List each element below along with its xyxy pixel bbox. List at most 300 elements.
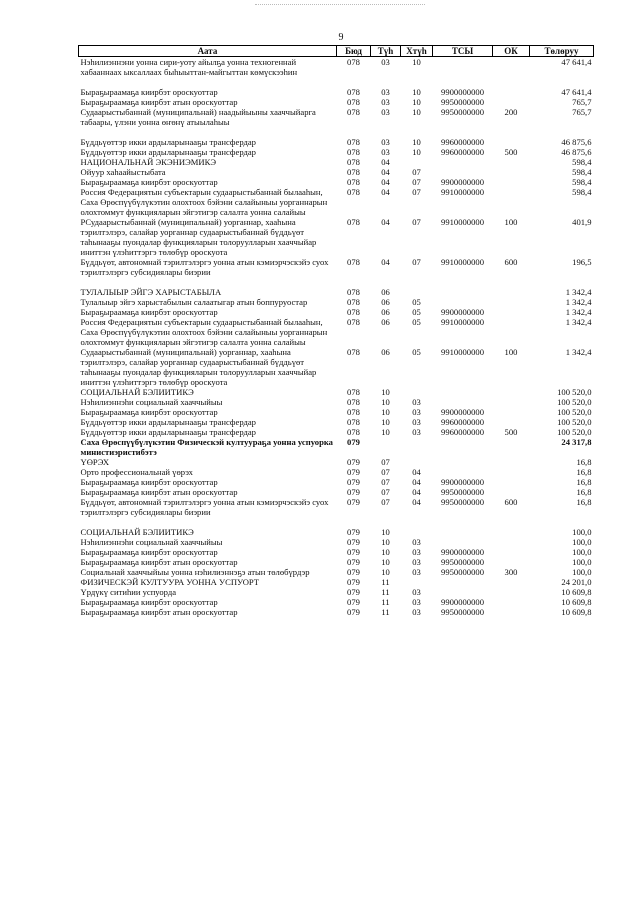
cell-subsection: 03 (412, 407, 421, 417)
cell-expense-type: 600 (504, 257, 518, 267)
cell-expense-type (493, 317, 530, 347)
cell-expense-type (493, 157, 530, 167)
cell-subsection: 04 (412, 487, 421, 497)
table-row (79, 467, 594, 477)
table-row (79, 297, 594, 307)
cell-section: 04 (381, 187, 390, 197)
cell-expense-type (493, 537, 530, 547)
cell-section: 10 (381, 547, 390, 557)
cell-target: 9960000000 (441, 137, 484, 147)
cell-budget: 078 (347, 417, 360, 427)
cell-subsection: 07 (412, 217, 421, 227)
cell-budget: 078 (347, 137, 360, 147)
page-number: 9 (338, 32, 344, 43)
cell-subsection: 04 (412, 497, 421, 507)
cell-expense-type (493, 97, 530, 107)
cell-subsection: 07 (412, 257, 421, 267)
cell-budget: 079 (347, 607, 360, 617)
table-row (79, 417, 594, 427)
cell-target: 9910000000 (441, 217, 484, 227)
cell-name: Быраҕыраамаҕа киирбэт атын ороскуоттар (80, 557, 238, 567)
cell-subsection (401, 287, 433, 297)
cell-section: 10 (381, 397, 390, 407)
cell-subsection (401, 437, 433, 457)
header-budget: Бюд (337, 46, 371, 57)
cell-section: 03 (381, 137, 390, 147)
cell-expense-type (493, 177, 530, 187)
cell-expense-type (493, 307, 530, 317)
cell-expense-type (493, 417, 530, 427)
cell-section: 07 (381, 477, 390, 487)
cell-section: 07 (381, 497, 390, 507)
cell-budget: 078 (347, 317, 360, 327)
table-row (79, 317, 594, 347)
cell-target (433, 287, 493, 297)
cell-subsection: 03 (412, 417, 421, 427)
cell-expense-type (493, 527, 530, 537)
cell-expense-type (493, 457, 530, 467)
cell-expense-type (493, 557, 530, 567)
cell-amount: 100 520,0 (557, 397, 592, 407)
cell-subsection: 03 (412, 557, 421, 567)
cell-section: 04 (381, 167, 390, 177)
cell-amount: 100,0 (572, 557, 592, 567)
cell-target: 9900000000 (441, 87, 484, 97)
cell-section: 11 (381, 577, 390, 587)
cell-expense-type (493, 407, 530, 417)
table-row (79, 87, 594, 97)
cell-amount: 1 342,4 (565, 307, 592, 317)
cell-subsection: 10 (412, 97, 421, 107)
cell-name: Бүддьүөттэр икки ардыларынааҕы трансфердар (80, 147, 256, 157)
cell-expense-type (493, 437, 530, 457)
cell-section: 04 (381, 157, 390, 167)
cell-subsection (401, 527, 433, 537)
table-body (79, 57, 594, 618)
cell-amount: 100,0 (572, 567, 592, 577)
cell-target (433, 297, 493, 307)
cell-amount: 24 317,8 (561, 437, 592, 447)
cell-name: Быраҕыраамаҕа киирбэт атын ороскуоттар (80, 97, 238, 107)
cell-budget: 079 (347, 457, 360, 467)
cell-name: Социальнай хааччыйыы уонна нэһилиэннэҕэ атын төлөбүрдэр (80, 567, 310, 577)
table-row (79, 217, 594, 257)
cell-target: 9950000000 (441, 497, 484, 507)
cell-section: 10 (381, 557, 390, 567)
cell-expense-type: 500 (504, 147, 518, 157)
cell-section: 10 (381, 537, 390, 547)
cell-expense-type (493, 467, 530, 477)
cell-amount: 598,4 (572, 187, 592, 197)
cell-name: Ойуур хаһаайыстыбата (80, 167, 166, 177)
cell-subsection: 10 (412, 107, 421, 117)
cell-name: Быраҕыраамаҕа киирбэт атын ороскуоттар (80, 487, 238, 497)
cell-target (433, 537, 493, 547)
cell-name: ТУЛАЛЫЫР ЭЙГЭ ХАРЫСТАБЫЛА (80, 287, 222, 297)
cell-section: 04 (381, 217, 390, 227)
cell-amount: 16,8 (576, 487, 592, 497)
cell-budget: 079 (347, 467, 360, 477)
table-row (79, 387, 594, 397)
cell-subsection: 03 (412, 567, 421, 577)
cell-section: 10 (381, 427, 390, 437)
cell-budget: 078 (347, 87, 360, 97)
cell-section: 10 (381, 417, 390, 427)
cell-amount: 47 641,4 (561, 87, 592, 97)
cell-amount: 1 342,4 (565, 297, 592, 307)
cell-budget: 079 (347, 477, 360, 487)
cell-subsection: 03 (412, 397, 421, 407)
cell-section: 03 (381, 97, 390, 107)
cell-name: Бүддьүөттэр икки ардыларынааҕы трансфердар (80, 137, 256, 147)
cell-amount: 100,0 (572, 527, 592, 537)
table-row (79, 177, 594, 187)
cell-name: Орто профессиональнай үөрэх (80, 467, 193, 477)
cell-name: Быраҕыраамаҕа киирбэт ороскуоттар (80, 477, 218, 487)
cell-section: 07 (381, 467, 390, 477)
cell-budget: 078 (347, 187, 360, 197)
cell-budget: 078 (347, 57, 360, 67)
table-row (79, 287, 594, 297)
table-row (79, 497, 594, 527)
cell-target: 9950000000 (441, 567, 484, 577)
cell-expense-type (493, 607, 530, 617)
cell-amount: 100 520,0 (557, 407, 592, 417)
cell-target: 9950000000 (441, 557, 484, 567)
cell-budget: 079 (347, 547, 360, 557)
cell-section: 03 (381, 147, 390, 157)
table-row (79, 577, 594, 587)
cell-section: 06 (381, 287, 390, 297)
cell-subsection: 07 (412, 177, 421, 187)
cell-subsection: 07 (412, 167, 421, 177)
cell-budget: 078 (347, 347, 360, 357)
cell-expense-type: 200 (504, 107, 518, 117)
cell-amount: 598,4 (572, 157, 592, 167)
cell-expense-type (493, 137, 530, 147)
cell-name: Нэһилиэннэһи социальнай хааччыйыы (80, 397, 223, 407)
cell-name: Быраҕыраамаҕа киирбэт ороскуоттар (80, 407, 218, 417)
cell-budget: 078 (347, 177, 360, 187)
cell-amount: 16,8 (576, 467, 592, 477)
cell-budget: 079 (347, 437, 360, 447)
header-section: Түһ (371, 46, 401, 57)
cell-subsection: 10 (412, 87, 421, 97)
cell-section: 06 (381, 307, 390, 317)
cell-expense-type (493, 577, 530, 587)
cell-section: 07 (381, 487, 390, 497)
cell-amount: 196,5 (572, 257, 592, 267)
cell-target: 9950000000 (441, 97, 484, 107)
cell-amount: 598,4 (572, 167, 592, 177)
header-target: ТСЫ (433, 46, 493, 57)
table-row (79, 457, 594, 467)
table-row (79, 257, 594, 287)
cell-name: ҮӨРЭХ (80, 457, 110, 467)
cell-section: 06 (381, 347, 390, 357)
cell-target: 9950000000 (441, 607, 484, 617)
table-row (79, 107, 594, 137)
cell-budget: 079 (347, 487, 360, 497)
cell-subsection (401, 387, 433, 397)
cell-expense-type (493, 287, 530, 297)
table-row (79, 147, 594, 157)
cell-subsection: 10 (412, 147, 421, 157)
cell-budget: 079 (347, 597, 360, 607)
cell-expense-type (493, 57, 530, 88)
table-row (79, 57, 594, 88)
budget-table (78, 45, 594, 617)
header-name: Аата (79, 46, 337, 57)
table-row (79, 137, 594, 147)
cell-target (433, 167, 493, 177)
cell-target (433, 467, 493, 477)
cell-name: Быраҕыраамаҕа киирбэт ороскуоттар (80, 547, 218, 557)
cell-section: 04 (381, 177, 390, 187)
table-row (79, 187, 594, 217)
cell-expense-type (493, 297, 530, 307)
cell-section: 10 (381, 527, 390, 537)
cell-name: ФИЗИЧЕСКЭЙ КУЛТУУРА УОННА УСПУОРТ (80, 577, 260, 587)
cell-section: 03 (381, 87, 390, 97)
cell-section: 06 (381, 297, 390, 307)
cell-expense-type (493, 397, 530, 407)
cell-subsection: 04 (412, 467, 421, 477)
cell-amount: 1 342,4 (565, 317, 592, 327)
cell-section: 06 (381, 317, 390, 327)
table-row (79, 427, 594, 437)
cell-section: 11 (381, 607, 390, 617)
cell-subsection: 05 (412, 347, 421, 357)
cell-expense-type (493, 547, 530, 557)
cell-name: Бүддьүөттэр икки ардыларынааҕы трансфердар (80, 417, 256, 427)
header-subsection: Хтүһ (401, 46, 433, 57)
cell-budget: 078 (347, 147, 360, 157)
cell-section: 10 (381, 387, 390, 397)
cell-budget: 078 (347, 297, 360, 307)
cell-target (433, 157, 493, 167)
cell-budget: 079 (347, 557, 360, 567)
cell-budget: 078 (347, 387, 360, 397)
table-row (79, 347, 594, 387)
cell-target: 9910000000 (441, 257, 484, 267)
cell-name: Быраҕыраамаҕа киирбэт атын ороскуоттар (80, 607, 238, 617)
cell-budget: 079 (347, 497, 360, 507)
cell-budget: 078 (347, 407, 360, 417)
cell-budget: 079 (347, 577, 360, 587)
cell-budget: 079 (347, 537, 360, 547)
cell-subsection: 04 (412, 477, 421, 487)
cell-subsection: 03 (412, 597, 421, 607)
cell-amount: 1 342,4 (565, 347, 592, 357)
cell-name: Быраҕыраамаҕа киирбэт ороскуоттар (80, 177, 218, 187)
cell-target: 9960000000 (441, 417, 484, 427)
cell-amount: 765,7 (572, 107, 592, 117)
cell-name: Быраҕыраамаҕа киирбэт ороскуоттар (80, 597, 218, 607)
cell-target (433, 587, 493, 597)
cell-target: 9900000000 (441, 597, 484, 607)
cell-budget: 078 (347, 217, 360, 227)
table-row (79, 407, 594, 417)
table-row (79, 397, 594, 407)
cell-expense-type (493, 187, 530, 217)
cell-subsection (401, 157, 433, 167)
cell-subsection: 05 (412, 317, 421, 327)
cell-target: 9960000000 (441, 147, 484, 157)
table-row (79, 527, 594, 537)
cell-budget: 078 (347, 157, 360, 167)
cell-expense-type (493, 487, 530, 497)
cell-expense-type (493, 387, 530, 397)
cell-target: 9900000000 (441, 547, 484, 557)
cell-subsection: 03 (412, 547, 421, 557)
cell-subsection: 03 (412, 587, 421, 597)
cell-subsection: 10 (412, 137, 421, 147)
table-row (79, 557, 594, 567)
cell-name: Россия Федерациятын субъектарын судаарыстыбаннай былааһын, Саха Өрөспүүбүлүкэтин олохтоох бэйэни салайыныы уорганнарын олохтоммут функцияларын эйгэтигэр салалта уонна салайыы (80, 187, 328, 217)
cell-budget: 078 (347, 287, 360, 297)
table-row (79, 157, 594, 167)
cell-subsection: 05 (412, 297, 421, 307)
cell-budget: 079 (347, 587, 360, 597)
table-row (79, 437, 594, 457)
cell-name: РСудаарыстыбаннай (муниципальнай) уорганнар, хааһына тэрилтэлэрэ, салайар уорганнар судаарыстыбаннай бүддьүөт таһынааҕы пуондалар функцияларын толоруулларын хааччыйар иниттэн үлэһиттэргэ төлөбүр ороскуота (80, 217, 317, 257)
cell-subsection (401, 457, 433, 467)
cell-target (433, 397, 493, 407)
cell-expense-type (493, 477, 530, 487)
cell-expense-type (493, 167, 530, 177)
cell-name: Бүддьүөт, автономнай тэрилтэлэргэ уонна атын кэмиэрчэскэйэ суох тэрилтэлэргэ субсидиялары биэрии (80, 497, 329, 517)
cell-amount: 10 609,8 (561, 607, 592, 617)
cell-section: 11 (381, 597, 390, 607)
cell-amount: 100,0 (572, 547, 592, 557)
cell-budget: 079 (347, 527, 360, 537)
cell-amount: 100,0 (572, 537, 592, 547)
cell-section (371, 437, 401, 457)
cell-subsection: 03 (412, 607, 421, 617)
cell-target: 9900000000 (441, 307, 484, 317)
cell-amount: 1 342,4 (565, 287, 592, 297)
cell-name: Саха Өрөспүүбүлүкэтин Физическэй култуураҕа уонна успуорка министиэристибэтэ (80, 437, 333, 457)
table-header-row (79, 46, 594, 57)
table-row (79, 97, 594, 107)
cell-name: Быраҕыраамаҕа киирбэт ороскуоттар (80, 87, 218, 97)
cell-expense-type: 500 (504, 427, 518, 437)
cell-section: 03 (381, 107, 390, 117)
cell-subsection: 03 (412, 537, 421, 547)
cell-budget: 078 (347, 397, 360, 407)
cell-expense-type: 300 (504, 567, 518, 577)
cell-budget: 078 (347, 427, 360, 437)
cell-name: НАЦИОНАЛЬНАЙ ЭКЭНИЭМИКЭ (80, 157, 217, 167)
cell-name: Тулалыыр эйгэ харыстабылын салаатыгар атын боппуруостар (80, 297, 308, 307)
cell-target (433, 527, 493, 537)
header-expense-type: ОК (493, 46, 530, 57)
cell-target: 9910000000 (441, 187, 484, 197)
table-row (79, 587, 594, 597)
cell-amount: 100 520,0 (557, 427, 592, 437)
cell-amount: 401,9 (572, 217, 592, 227)
cell-target: 9950000000 (441, 107, 484, 117)
cell-name: Бүддьүөттэр икки ардыларынааҕы трансфердар (80, 427, 256, 437)
cell-budget: 078 (347, 107, 360, 117)
cell-amount: 16,8 (576, 457, 592, 467)
cell-target: 9900000000 (441, 407, 484, 417)
cell-amount: 46 875,6 (561, 137, 592, 147)
cell-amount: 16,8 (576, 477, 592, 487)
table-row (79, 597, 594, 607)
table-row (79, 607, 594, 617)
cell-amount: 24 201,0 (561, 577, 592, 587)
cell-target (433, 457, 493, 467)
cell-budget: 079 (347, 567, 360, 577)
cell-subsection: 03 (412, 427, 421, 437)
cell-section: 11 (381, 587, 390, 597)
cell-section: 03 (381, 57, 390, 67)
cell-subsection: 10 (412, 57, 421, 67)
cell-target: 9900000000 (441, 477, 484, 487)
cell-target: 9910000000 (441, 347, 484, 357)
cell-section: 10 (381, 567, 390, 577)
table-row (79, 307, 594, 317)
cell-expense-type: 100 (504, 347, 518, 357)
cell-target: 9950000000 (441, 487, 484, 497)
cell-amount: 100 520,0 (557, 417, 592, 427)
cell-target: 9910000000 (441, 317, 484, 327)
table-row (79, 487, 594, 497)
table-row (79, 477, 594, 487)
cell-name: Судаарыстыбаннай (муниципальнай) наадыйыыны хааччыйарга табаары, үлэни уонна өҥөнү атыылаһыы (80, 107, 316, 127)
cell-expense-type (493, 597, 530, 607)
cell-target (433, 437, 493, 457)
cell-section: 04 (381, 257, 390, 267)
cell-amount: 10 609,8 (561, 597, 592, 607)
cell-target: 9900000000 (441, 177, 484, 187)
table-row (79, 567, 594, 577)
cell-section: 10 (381, 407, 390, 417)
cell-name: Быраҕыраамаҕа киирбэт ороскуоттар (80, 307, 218, 317)
cell-amount: 100 520,0 (557, 387, 592, 397)
cell-amount: 46 875,6 (561, 147, 592, 157)
cell-name: СОЦИАЛЬНАЙ БЭЛИИТИКЭ (80, 527, 194, 537)
cell-subsection (401, 577, 433, 587)
cell-amount: 16,8 (576, 497, 592, 507)
cell-expense-type (493, 587, 530, 597)
cell-budget: 078 (347, 167, 360, 177)
cell-expense-type (493, 87, 530, 97)
cell-name: Бүддьүөт, автономнай тэрилтэлэргэ уонна атын кэмиэрчэскэйэ суох тэрилтэлэргэ субсидиялары биэрии (80, 257, 329, 277)
table-row (79, 547, 594, 557)
cell-subsection: 05 (412, 307, 421, 317)
cell-name: Нэһилиэннэһи социальнай хааччыйыы (80, 537, 223, 547)
cell-expense-type: 100 (504, 217, 518, 227)
table-row (79, 167, 594, 177)
cell-budget: 078 (347, 307, 360, 317)
cell-target (433, 577, 493, 587)
cell-amount: 765,7 (572, 97, 592, 107)
cell-target: 9960000000 (441, 427, 484, 437)
header-amount: Төлөруу (530, 46, 594, 57)
table-row (79, 537, 594, 547)
cell-name: СОЦИАЛЬНАЙ БЭЛИИТИКЭ (80, 387, 194, 397)
cell-name: Нэһилиэннэни уонна сири-уоту айылҕа уонна техногеннай хабааннаах ыксаллаах быһыыттан-майгыттан көмүскээһин (80, 57, 298, 77)
cell-target (433, 387, 493, 397)
scan-marks (255, 4, 425, 9)
cell-amount: 47 641,4 (561, 57, 592, 67)
cell-budget: 078 (347, 257, 360, 267)
cell-section: 07 (381, 457, 390, 467)
cell-amount: 598,4 (572, 177, 592, 187)
